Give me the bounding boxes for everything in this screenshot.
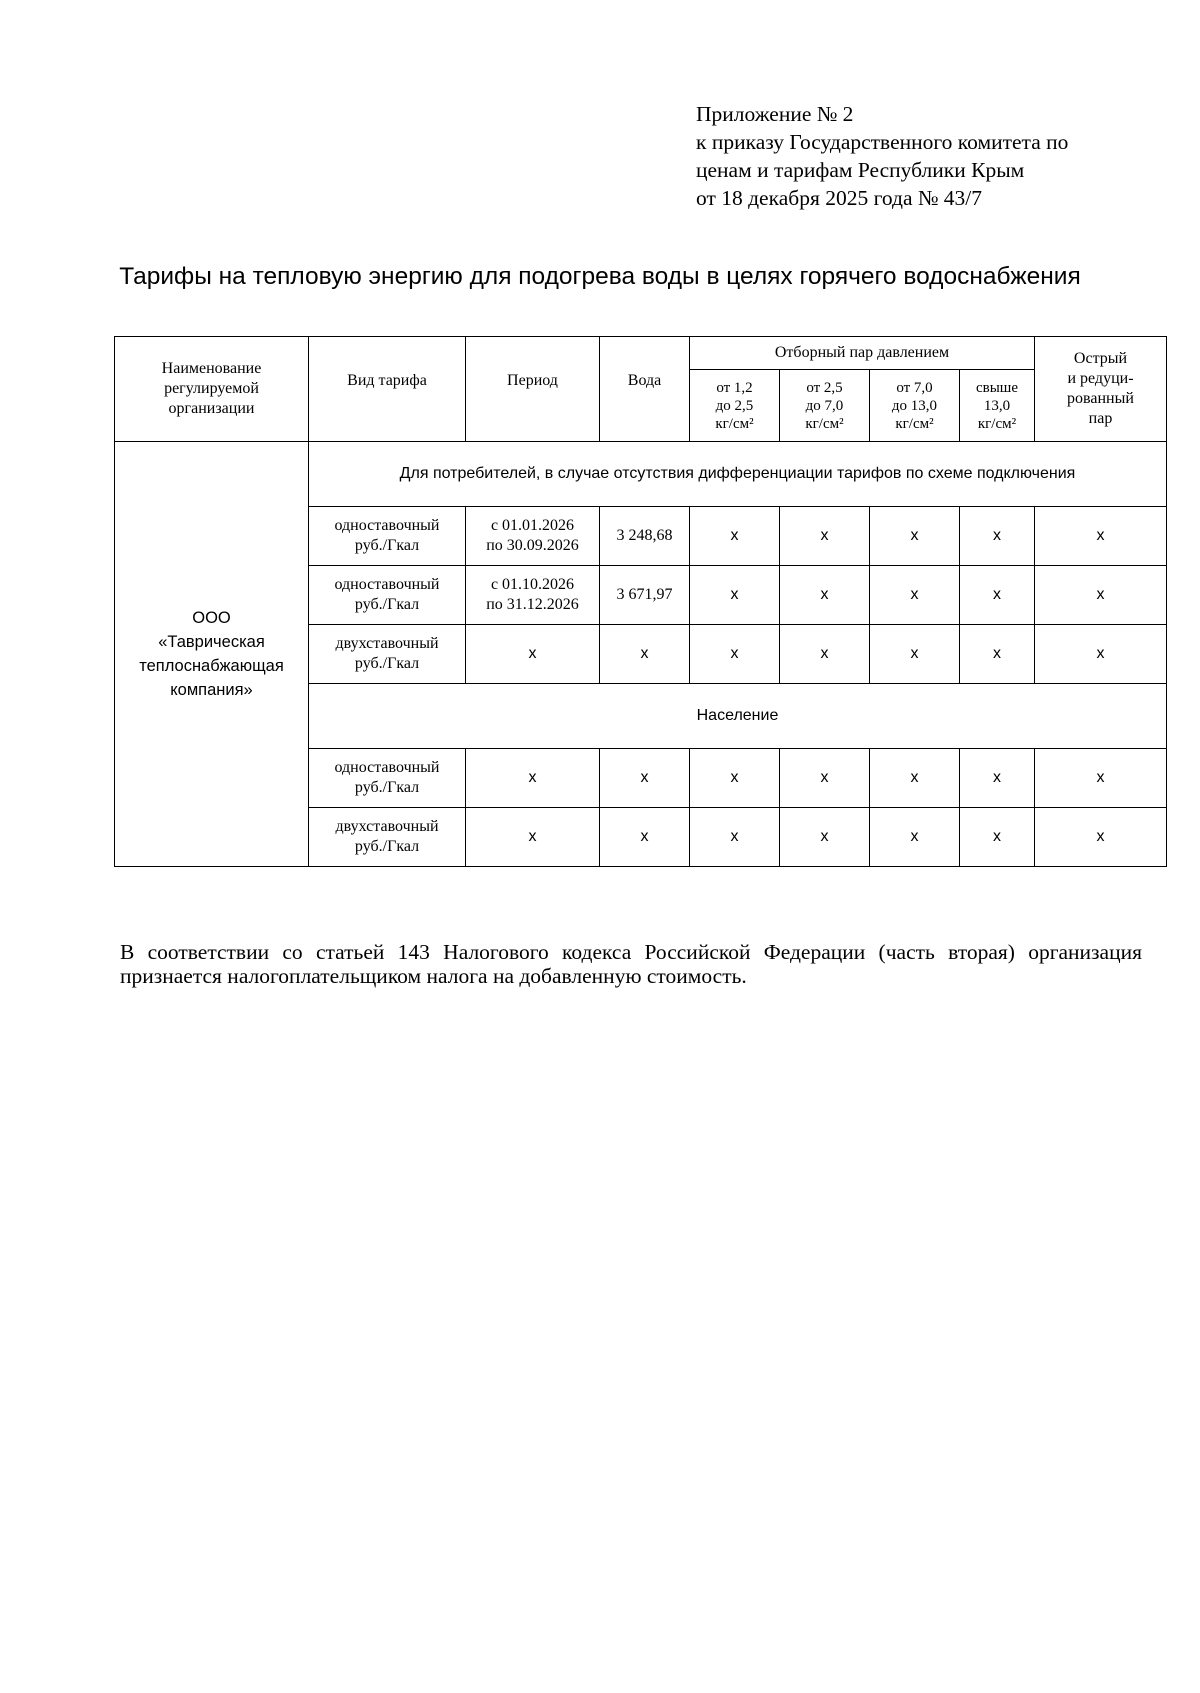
tariff-type-cell: двухставочный руб./Гкал [309,808,466,867]
steam-cell: х [780,625,870,684]
sharp-steam-cell: х [1035,566,1167,625]
steam-cell: х [780,808,870,867]
section-title-consumers: Для потребителей, в случае отсутствия дифференциации тарифов по схеме подключения [309,442,1167,507]
steam-cell: х [690,566,780,625]
appendix-line: ценам и тарифам Республики Крым [696,158,1025,182]
period-cell: с 01.10.2026 по 31.12.2026 [466,566,600,625]
period-cell: х [466,808,600,867]
period-cell: х [466,625,600,684]
header-steam-over-13: свыше 13,0 кг/см² [960,370,1035,442]
tariff-type-cell: одноставочный руб./Гкал [309,749,466,808]
steam-cell: х [780,566,870,625]
steam-cell: х [690,808,780,867]
steam-cell: х [960,566,1035,625]
organization-name: ООО «Таврическая теплоснабжающая компания» [115,442,309,867]
steam-cell: х [870,566,960,625]
water-cell: х [600,808,690,867]
appendix-header [696,100,1068,212]
steam-cell: х [960,808,1035,867]
header-steam-group: Отборный пар давлением [690,337,1035,370]
header-tariff-type: Вид тарифа [309,337,466,442]
header-water: Вода [600,337,690,442]
appendix-line: от 18 декабря 2025 года № 43/7 [696,186,982,210]
header-sharp-steam: Острый и редуци- рованный пар [1035,337,1167,442]
header-period: Период [466,337,600,442]
header-steam-7-13: от 7,0 до 13,0 кг/см² [870,370,960,442]
water-cell: 3 671,97 [600,566,690,625]
steam-cell: х [870,625,960,684]
sharp-steam-cell: х [1035,808,1167,867]
steam-cell: х [780,507,870,566]
steam-cell: х [690,749,780,808]
water-cell: х [600,749,690,808]
tariff-type-cell: одноставочный руб./Гкал [309,507,466,566]
section-title-population: Население [309,684,1167,749]
steam-cell: х [690,625,780,684]
tariff-type-cell: одноставочный руб./Гкал [309,566,466,625]
tariff-type-cell: двухставочный руб./Гкал [309,625,466,684]
steam-cell: х [960,749,1035,808]
water-cell: х [600,625,690,684]
section-row [115,442,1167,507]
header-row [115,337,1167,370]
steam-cell: х [870,808,960,867]
tariff-table [114,336,1167,867]
water-cell: 3 248,68 [600,507,690,566]
steam-cell: х [960,625,1035,684]
period-cell: х [466,749,600,808]
header-steam-2-5-7: от 2,5 до 7,0 кг/см² [780,370,870,442]
sharp-steam-cell: х [1035,625,1167,684]
appendix-line: Приложение № 2 [696,102,854,126]
steam-cell: х [690,507,780,566]
sharp-steam-cell: х [1035,749,1167,808]
document-title: Тарифы на тепловую энергию для подогрева воды в целях горячего водоснабжения [119,263,1081,290]
period-cell: с 01.01.2026 по 30.09.2026 [466,507,600,566]
header-organization: Наименование регулируемой организации [115,337,309,442]
steam-cell: х [870,749,960,808]
steam-cell: х [870,507,960,566]
sharp-steam-cell: х [1035,507,1167,566]
steam-cell: х [960,507,1035,566]
steam-cell: х [780,749,870,808]
appendix-line: к приказу Государственного комитета по [696,130,1069,154]
tax-footnote: В соответствии со статьей 143 Налогового кодекса Российской Федерации (часть вторая) организация признается налогоплательщиком налога на добавленную стоимость. [120,940,1142,988]
header-steam-1-2-5: от 1,2 до 2,5 кг/см² [690,370,780,442]
